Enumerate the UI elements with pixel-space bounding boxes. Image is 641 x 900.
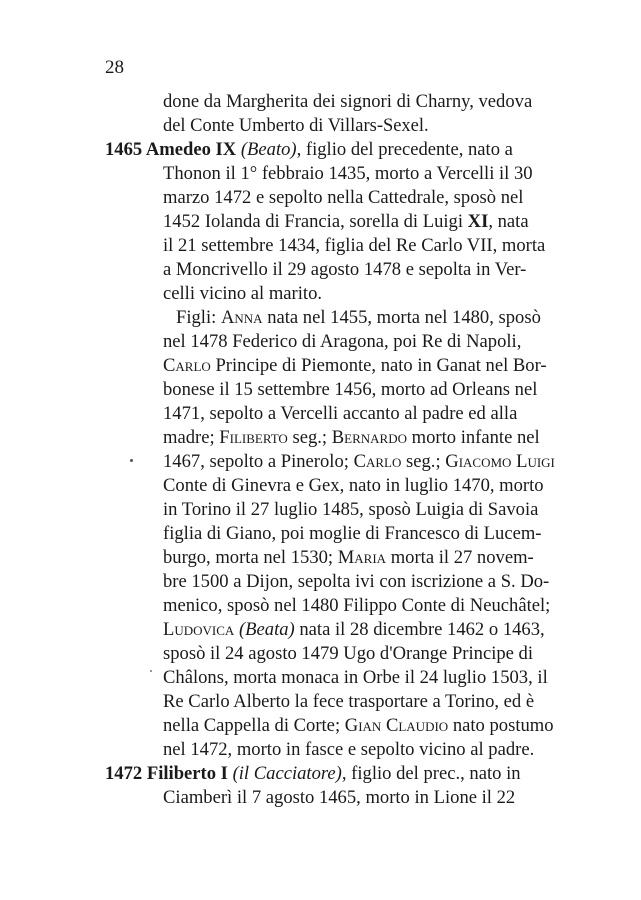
- text-it: (il Cacciatore): [232, 763, 342, 784]
- text-run: done da Margherita dei signori di Charny, vedova: [163, 91, 533, 112]
- text-line: [163, 741, 553, 760]
- text-line: [163, 405, 567, 424]
- text-it: (Beata): [238, 619, 295, 640]
- text-sc: Anna: [220, 307, 263, 328]
- text-run: il 21 settembre 1434, figlia del Re Carlo VII, morta: [163, 235, 546, 256]
- text-run: 1452 Iolanda di Francia, sorella di Luigi: [163, 211, 468, 232]
- text-sc: Giacomo Luigi: [445, 451, 555, 472]
- text-run: 1467, sepolto a Pinerolo;: [163, 451, 354, 472]
- text-line: [163, 333, 567, 352]
- text-line: [105, 765, 567, 784]
- text-run: menico, sposò nel 1480 Filippo Conte di Neuchâtel;: [163, 595, 551, 616]
- text-line: [163, 453, 567, 472]
- text-run: celli vicino al marito.: [163, 283, 323, 304]
- text-bold: Amedeo IX: [145, 139, 241, 160]
- text-run: , figlio del prec., nato in: [341, 763, 521, 784]
- text-run: nata il 28 dicembre 1462 o 1463,: [294, 619, 545, 640]
- text-run: nella Cappella di Corte;: [163, 715, 345, 736]
- text-run: nel 1478 Federico di Aragona, poi Re di Napoli,: [163, 331, 522, 352]
- speck-mark: [130, 459, 133, 462]
- text-run: Re Carlo Alberto la fece trasportare a Torino, ed è: [163, 691, 535, 712]
- speck-mark: [150, 670, 152, 672]
- text-line: [163, 789, 567, 808]
- text-run: Thonon il 1° febbraio 1435, morto a Vercelli il 30: [163, 163, 533, 184]
- text-run: , nata: [488, 211, 529, 232]
- text-run: marzo 1472 e sepolto nella Cattedrale, sposò nel: [163, 187, 524, 208]
- text-line: [163, 381, 567, 400]
- text-line: [163, 645, 567, 664]
- text-line: [163, 429, 567, 448]
- text-run: in Torino il 27 luglio 1485, sposò Luigia di Savoia: [163, 499, 539, 520]
- text-line: [163, 477, 567, 496]
- text-line: [163, 213, 567, 232]
- text-run: Principe di Piemonte, nato in Ganat nel Bor-: [210, 355, 547, 376]
- text-run: Ciamberì il 7 agosto 1465, morto in Lione il 22: [163, 787, 516, 808]
- text-line: [163, 597, 567, 616]
- text-line: [163, 717, 567, 736]
- text-run: nato postumo: [448, 715, 554, 736]
- text-run: Châlons, morta monaca in Orbe il 24 luglio 1503, il: [163, 667, 548, 688]
- text-line: [163, 117, 427, 136]
- text-run: seg.;: [401, 451, 446, 472]
- text-sc: Maria: [337, 547, 387, 568]
- text-run: nel 1472, morto in fasce e sepolto vicino al padre.: [163, 739, 535, 760]
- text-line: [163, 525, 567, 544]
- text-run: del Conte Umberto di Villars-Sexel.: [163, 115, 429, 136]
- text-line: [163, 549, 567, 568]
- text-line: [163, 165, 567, 184]
- text-bold: Filiberto I: [146, 763, 233, 784]
- text-bold: 1472: [105, 763, 147, 784]
- text-run: sposò il 24 agosto 1479 Ugo d'Orange Principe di: [163, 643, 534, 664]
- text-it: (Beato): [240, 139, 297, 160]
- text-run: madre;: [163, 427, 220, 448]
- text-line: [163, 501, 567, 520]
- text-run: bonese il 15 settembre 1456, morto ad Orleans nel: [163, 379, 538, 400]
- text-run: a Moncrivello il 29 agosto 1478 e sepolta in Ver-: [163, 259, 527, 280]
- page-number: 28: [105, 57, 124, 78]
- text-run: morta il 27 novem-: [386, 547, 534, 568]
- text-run: figlia di Giano, poi moglie di Francesco di Lucem-: [163, 523, 542, 544]
- text-run: 1471, sepolto a Vercelli accanto al padre ed alla: [163, 403, 518, 424]
- text-run: morto infante nel: [406, 427, 540, 448]
- text-line: [163, 573, 567, 592]
- text-run: bre 1500 a Dijon, sepolta ivi con iscrizione a S. Do-: [163, 571, 550, 592]
- text-sc: Carlo: [353, 451, 402, 472]
- text-line: [163, 261, 567, 280]
- text-line: [163, 189, 567, 208]
- text-bold: XI: [467, 211, 489, 232]
- text-run: seg.;: [287, 427, 332, 448]
- text-line: [163, 357, 567, 376]
- text-line: [163, 669, 567, 688]
- text-run: burgo, morta nel 1530;: [163, 547, 338, 568]
- text-line: [163, 237, 567, 256]
- text-line: [163, 693, 567, 712]
- text-bold: 1465: [105, 139, 146, 160]
- text-line: [163, 93, 566, 112]
- text-run: nata nel 1455, morta nel 1480, sposò: [262, 307, 541, 328]
- text-sc: Bernardo: [331, 427, 407, 448]
- text-line: [176, 309, 567, 328]
- text-run: Figli:: [176, 307, 221, 328]
- text-line: [105, 141, 567, 160]
- text-sc: Carlo: [163, 355, 211, 376]
- text-line: [163, 285, 336, 304]
- text-sc: Filiberto: [219, 427, 288, 448]
- text-line: [163, 621, 567, 640]
- text-sc: Gian Claudio: [344, 715, 449, 736]
- text-sc: Ludovica: [163, 619, 235, 640]
- text-run: Conte di Ginevra e Gex, nato in luglio 1470, morto: [163, 475, 544, 496]
- text-run: , figlio del precedente, nato a: [296, 139, 513, 160]
